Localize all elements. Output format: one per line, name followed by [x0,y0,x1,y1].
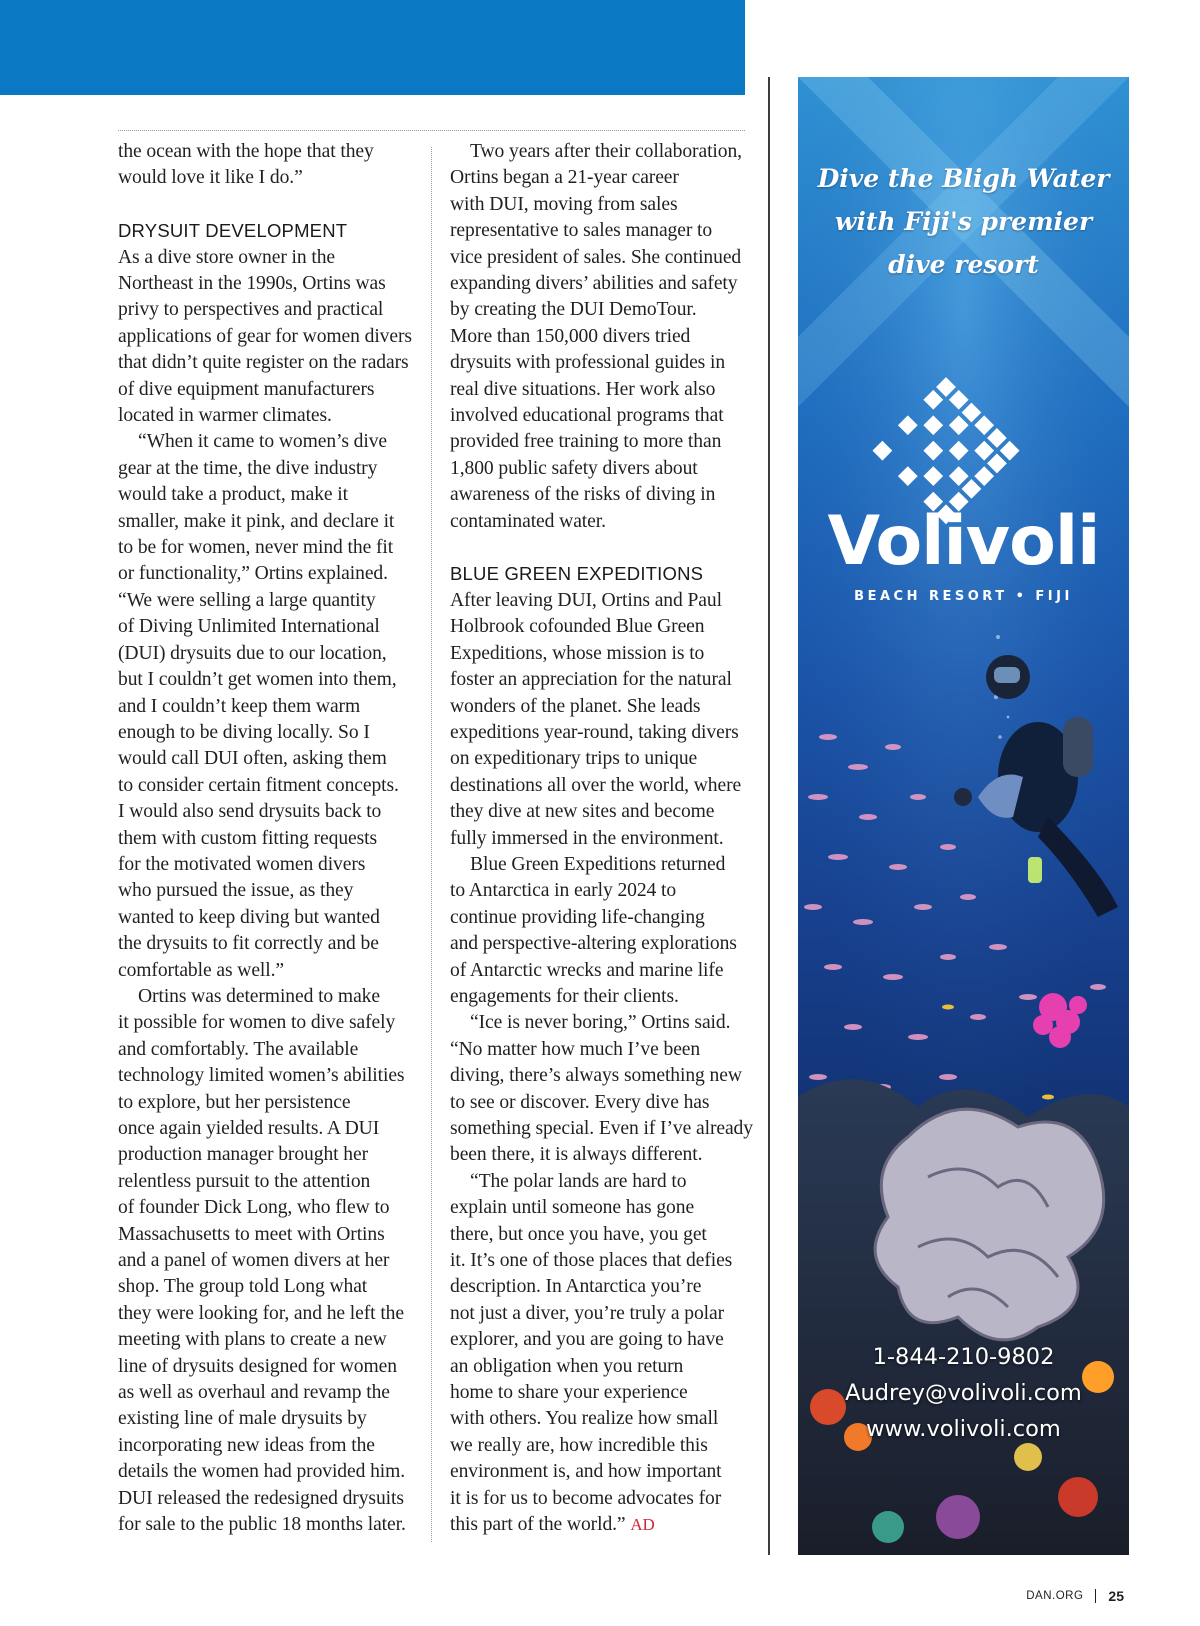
body-text-line [450,667,752,693]
body-text: diving, there’s always something new [450,1065,742,1087]
body-text: wanted to keep diving but wanted [118,906,380,928]
body-text: something special. Even if I’ve already [450,1118,753,1140]
body-text: been there, it is always different. [450,1144,703,1166]
page-number: 25 [1108,1588,1124,1604]
body-text: provided free training to more than [450,431,722,453]
body-text: More than 150,000 divers tried [450,325,691,347]
body-text-line [450,588,752,614]
body-text: “Ice is never boring,” Ortins said. [470,1012,731,1034]
article-column-left [118,139,418,1539]
body-text-line [450,1433,752,1459]
body-text-line [450,509,752,535]
body-text-line [118,905,418,931]
body-text: of Antarctic wrecks and marine life [450,959,724,981]
body-text-line [450,377,752,403]
body-text: would call DUI often, asking them [118,748,387,770]
body-text: it. It’s one of those places that defies [450,1250,733,1272]
body-text: the ocean with the hope that they [118,141,374,162]
body-text: there, but once you have, you get [450,1223,707,1245]
body-text: with DUI, moving from sales [450,193,678,215]
body-text: I would also send drysuits back to [118,801,382,823]
body-text: Ortins began a 21-year career [450,167,679,189]
body-text: with others. You realize how small [450,1408,719,1430]
body-text-line [118,297,418,323]
body-text: to explore, but her persistence [118,1091,351,1113]
body-text-line [450,1169,752,1195]
ad-headline-line: with Fiji's premier [834,207,1093,236]
body-text: As a dive store owner in the [118,246,336,268]
body-text-line [450,720,752,746]
body-text: wonders of the planet. She leads [450,695,701,717]
column-divider [431,147,432,1542]
body-text: but I couldn’t get women into them, [118,669,397,691]
body-text: it possible for women to dive safely [118,1012,396,1034]
body-text-line [450,1512,752,1538]
body-text-line [450,245,752,271]
body-text-line [450,1195,752,1221]
body-text-line [450,958,752,984]
body-text-line [450,1354,752,1380]
body-text: involved educational programs that [450,405,724,427]
body-text: drysuits with professional guides in [450,352,726,374]
body-text: DUI released the redesigned drysuits [118,1487,404,1509]
body-text-line [118,1116,418,1142]
body-text: as well as overhaul and revamp the [118,1382,390,1404]
body-text-line [118,139,418,165]
footer-site[interactable]: DAN.ORG [1026,1590,1084,1602]
ad-headline-line: Dive the Bligh Water [817,164,1110,193]
body-text-line [118,1222,418,1248]
body-text: not just a diver, you’re truly a polar [450,1302,725,1324]
body-text-line [450,878,752,904]
body-text: to consider certain fitment concepts. [118,774,399,796]
body-text-line [118,403,418,429]
body-text-line [118,931,418,957]
body-text-line [118,667,418,693]
body-text: enough to be diving locally. So I [118,721,370,743]
body-text: this part of the world.” [450,1514,626,1536]
body-text: home to share your experience [450,1382,688,1404]
top-color-bar [0,0,745,95]
body-text: an obligation when you return [450,1355,684,1377]
body-text-line [450,218,752,244]
body-text-line [450,192,752,218]
body-text-line [450,1486,752,1512]
body-text: who pursued the issue, as they [118,880,354,902]
body-text: for sale to the public 18 months later. [118,1514,406,1536]
body-text: once again yielded results. A DUI [118,1118,380,1140]
body-text-line [450,139,752,165]
body-text-line [118,1486,418,1512]
body-text-line [118,614,418,640]
body-text: description. In Antarctica you’re [450,1276,702,1298]
body-text: it is for us to become advocates for [450,1487,722,1509]
body-text-line [450,271,752,297]
body-text-line [118,429,418,455]
ad-divider [768,77,770,1555]
body-text: to Antarctica in early 2024 to [450,880,677,902]
body-text-line [118,984,418,1010]
body-text-line [450,1116,752,1142]
body-text-line [450,1037,752,1063]
body-text: and perspective-altering explorations [450,933,737,955]
body-text: details the women had provided him. [118,1461,406,1483]
body-text-line [118,694,418,720]
body-text-line [118,588,418,614]
body-text: real dive situations. Her work also [450,378,716,400]
body-text: Massachusetts to meet with Ortins [118,1223,385,1245]
body-text: and comfortably. The available [118,1038,359,1060]
body-text-line [118,1406,418,1432]
ad-headline [798,157,1129,286]
section-heading: BLUE GREEN EXPEDITIONS [450,563,704,585]
body-text: meeting with plans to create a new [118,1329,387,1351]
article-end-mark: AD [630,1515,655,1535]
body-text: production manager brought her [118,1144,369,1166]
body-text-line [118,1169,418,1195]
body-text: (DUI) drysuits due to our location, [118,642,387,664]
body-text: environment is, and how important [450,1461,722,1483]
body-text: vice president of sales. She continued [450,246,742,268]
body-text-line [118,1010,418,1036]
body-text: engagements for their clients. [450,985,679,1007]
body-text: and a panel of women divers at her [118,1250,390,1272]
body-text: Two years after their collaboration, [470,141,742,162]
body-text: we really are, how incredible this [450,1434,708,1456]
body-text-line [118,324,418,350]
body-text: applications of gear for women divers [118,325,412,347]
body-text-line [118,377,418,403]
body-text-line [118,1380,418,1406]
body-text: explain until someone has gone [450,1197,695,1219]
body-text: privy to perspectives and practical [118,299,384,321]
paragraph-gap [450,535,752,561]
body-text: comfortable as well.” [118,959,285,981]
body-text-line [118,826,418,852]
body-text-line [450,1248,752,1274]
body-text: awareness of the risks of diving in [450,484,716,506]
body-text: for the motivated women divers [118,853,366,875]
body-text-line [450,1274,752,1300]
body-text-line [450,826,752,852]
body-text: representative to sales manager to [450,220,713,242]
body-text-line [118,535,418,561]
body-text: they dive at new sites and become [450,801,715,823]
body-text: relentless pursuit to the attention [118,1170,371,1192]
body-text-line [450,456,752,482]
body-text-line [450,1380,752,1406]
ad-contact-block [798,1339,1129,1447]
body-text: destinations all over the world, where [450,774,742,796]
body-text: shop. The group told Long what [118,1276,368,1298]
body-text: or functionality,” Ortins explained. [118,563,388,585]
body-text-line [450,905,752,931]
header-dotted-rule [118,130,745,131]
body-text-line [118,1195,418,1221]
body-text-line [450,1010,752,1036]
body-text-line [118,852,418,878]
body-text: “No matter how much I’ve been [450,1038,701,1060]
ad-brand-name: Volivoli [827,502,1100,581]
body-text-line [118,350,418,376]
paragraph-gap [118,192,418,218]
body-text: Holbrook cofounded Blue Green [450,616,705,638]
body-text-line [118,720,418,746]
body-text-line [118,773,418,799]
body-text-line [450,773,752,799]
body-text-line [118,746,418,772]
body-text-line [450,1301,752,1327]
body-text: line of drysuits designed for women [118,1355,397,1377]
page-footer [1026,1588,1124,1604]
footer-separator [1095,1589,1096,1603]
body-text: gear at the time, the dive industry [118,457,378,479]
body-text: by creating the DUI DemoTour. [450,299,697,321]
article-column-right [450,139,752,1539]
body-text-line [118,1512,418,1538]
body-text-line [450,694,752,720]
body-text-line [450,324,752,350]
body-text: “When it came to women’s dive [138,431,388,453]
body-text: Blue Green Expeditions returned [470,853,726,875]
body-text: contaminated water. [450,510,606,532]
body-text-line [118,958,418,984]
body-text: would love it like I do.” [118,167,303,189]
body-text: to be for women, never mind the fit [118,537,394,559]
body-text: the drysuits to fit correctly and be [118,933,379,955]
body-text-line [450,1327,752,1353]
body-text-line [118,1301,418,1327]
body-text: on expeditionary trips to unique [450,748,698,770]
ad-artwork [798,77,1129,1555]
body-text: foster an appreciation for the natural [450,669,732,691]
body-text-line [450,1222,752,1248]
body-text-line [450,403,752,429]
body-text-line [118,641,418,667]
body-text-line [450,931,752,957]
body-text-line [118,561,418,587]
body-text: After leaving DUI, Ortins and Paul [450,589,722,611]
body-text-line [118,1327,418,1353]
body-text-line [118,1037,418,1063]
body-text: that didn’t quite register on the radars [118,352,409,374]
body-text-line [450,429,752,455]
body-text: of Diving Unlimited International [118,616,380,638]
body-text-line [450,746,752,772]
body-text-line [118,1063,418,1089]
body-text: technology limited women’s abilities [118,1065,405,1087]
body-text-line [118,1248,418,1274]
body-text-line [450,297,752,323]
body-text: located in warmer climates. [118,405,332,427]
body-text-line [450,1459,752,1485]
body-text: existing line of male drysuits by [118,1408,367,1430]
ad-website[interactable]: www.volivoli.com [866,1416,1061,1442]
body-text: expanding divers’ abilities and safety [450,273,738,295]
body-text: Northeast in the 1990s, Ortins was [118,273,386,295]
body-text-line [118,1459,418,1485]
ad-email[interactable]: Audrey@volivoli.com [845,1380,1082,1406]
body-text: smaller, make it pink, and declare it [118,510,395,532]
body-text-line [118,1142,418,1168]
body-text: Expeditions, whose mission is to [450,642,705,664]
body-text-line [118,165,418,191]
body-text: 1,800 public safety divers about [450,457,698,479]
body-text-line [118,799,418,825]
section-heading: DRYSUIT DEVELOPMENT [118,220,348,242]
body-text: explorer, and you are going to have [450,1329,724,1351]
body-text-line [118,509,418,535]
body-text: incorporating new ideas from the [118,1434,375,1456]
ad-headline-line: dive resort [888,250,1039,279]
body-text-line [450,350,752,376]
body-text-line [450,799,752,825]
body-text: to see or discover. Every dive has [450,1091,710,1113]
body-text-line [118,1274,418,1300]
body-text-line [450,1063,752,1089]
body-text-line [450,614,752,640]
body-text-line [118,878,418,904]
body-text-line [450,165,752,191]
body-text-line [118,1354,418,1380]
volivoli-advertisement[interactable] [798,77,1129,1555]
body-text: of founder Dick Long, who flew to [118,1197,390,1219]
body-text: would take a product, make it [118,484,348,506]
body-text-line [118,245,418,271]
body-text: they were looking for, and he left the [118,1302,404,1324]
ad-tagline: BEACH RESORT • FIJI [854,589,1073,604]
body-text-line [450,641,752,667]
body-text: “The polar lands are hard to [470,1170,687,1192]
body-text: and I couldn’t keep them warm [118,695,361,717]
body-text-line [450,852,752,878]
leather-coral [875,1109,1104,1340]
body-text-line [118,456,418,482]
body-text-line [450,482,752,508]
body-text: continue providing life-changing [450,906,705,928]
body-text: them with custom fitting requests [118,827,378,849]
body-text: expeditions year-round, taking divers [450,721,739,743]
body-text-line [450,1406,752,1432]
body-text-line [450,984,752,1010]
body-text-line [118,1090,418,1116]
body-text-line [450,1142,752,1168]
body-text-line [450,1090,752,1116]
body-text: “We were selling a large quantity [118,589,376,611]
body-text: of dive equipment manufacturers [118,378,375,400]
body-text-line [118,482,418,508]
body-text: fully immersed in the environment. [450,827,724,849]
ad-phone[interactable]: 1-844-210-9802 [872,1344,1055,1370]
body-text: Ortins was determined to make [138,985,380,1007]
body-text-line [118,1433,418,1459]
body-text-line [118,271,418,297]
